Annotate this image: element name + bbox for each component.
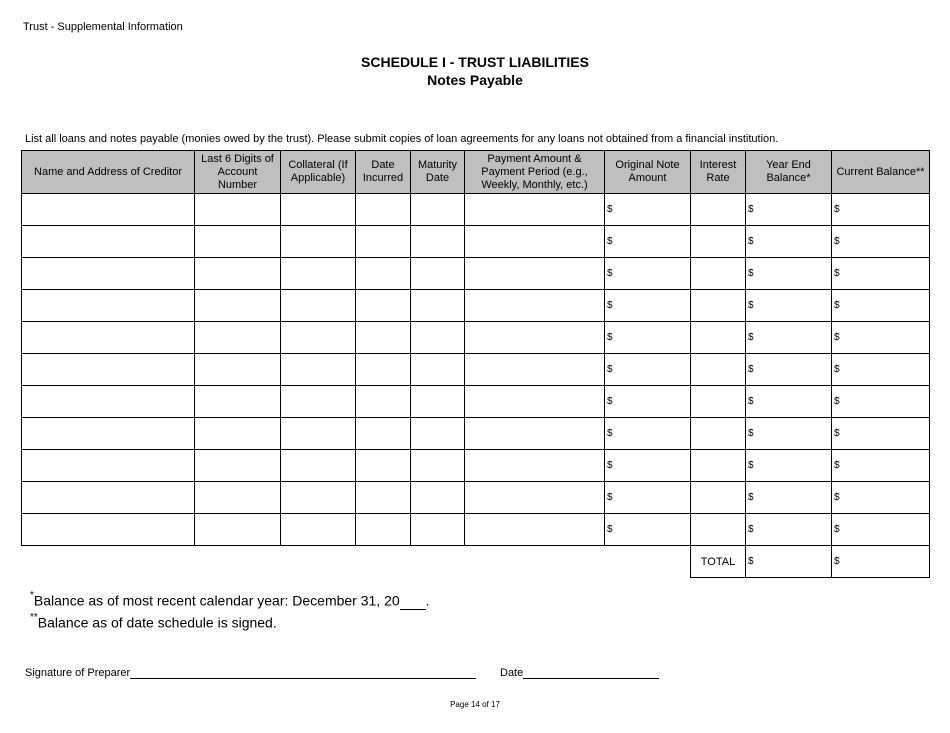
table-cell[interactable] xyxy=(281,386,356,418)
table-cell[interactable] xyxy=(22,450,195,482)
footnote-mark: ** xyxy=(30,612,38,623)
currency-symbol: $ xyxy=(607,396,613,407)
table-cell[interactable] xyxy=(832,354,930,386)
table-cell[interactable] xyxy=(356,514,411,546)
currency-symbol: $ xyxy=(748,428,754,439)
table-cell[interactable] xyxy=(281,194,356,226)
table-cell[interactable] xyxy=(691,194,746,226)
table-cell[interactable] xyxy=(746,194,832,226)
table-cell[interactable] xyxy=(465,194,605,226)
table-cell[interactable] xyxy=(411,450,465,482)
table-cell[interactable] xyxy=(832,418,930,450)
table-cell[interactable] xyxy=(22,514,195,546)
table-cell[interactable] xyxy=(195,226,281,258)
table-cell[interactable] xyxy=(691,450,746,482)
table-cell[interactable] xyxy=(281,450,356,482)
table-cell[interactable] xyxy=(746,386,832,418)
table-cell[interactable] xyxy=(356,386,411,418)
table-cell[interactable] xyxy=(195,258,281,290)
table-row xyxy=(22,450,930,482)
footnote-current xyxy=(30,614,277,631)
footnote-text: Balance as of date schedule is signed. xyxy=(37,614,277,631)
header-collateral: Collateral (If Applicable) xyxy=(281,151,356,194)
currency-symbol: $ xyxy=(834,524,840,535)
table-cell[interactable] xyxy=(605,514,691,546)
table-cell[interactable] xyxy=(605,194,691,226)
currency-symbol: $ xyxy=(607,524,613,535)
table-cell[interactable] xyxy=(465,450,605,482)
header-date-incurred: Date Incurred xyxy=(356,151,411,194)
currency-symbol: $ xyxy=(748,524,754,535)
table-cell[interactable] xyxy=(195,386,281,418)
header-original-note-amount: Original Note Amount xyxy=(605,151,691,194)
currency-symbol: $ xyxy=(834,492,840,503)
table-cell[interactable] xyxy=(465,354,605,386)
table-cell[interactable] xyxy=(605,418,691,450)
table-cell[interactable] xyxy=(605,450,691,482)
table-cell[interactable] xyxy=(605,482,691,514)
table-cell[interactable] xyxy=(746,482,832,514)
table-cell[interactable] xyxy=(22,290,195,322)
table-cell[interactable] xyxy=(356,290,411,322)
footnote-text: Balance as of most recent calendar year: December 31, 20 xyxy=(33,592,400,609)
table-cell[interactable] xyxy=(356,418,411,450)
date-block xyxy=(500,666,659,679)
currency-symbol: $ xyxy=(748,268,754,279)
header-interest-rate: Interest Rate xyxy=(691,151,746,194)
footnote-mark: * xyxy=(30,590,34,601)
header-payment-amount: Payment Amount & Payment Period (e.g., Weekly, Monthly, etc.) xyxy=(465,151,605,194)
table-cell[interactable] xyxy=(281,226,356,258)
table-row xyxy=(22,226,930,258)
table-cell[interactable] xyxy=(465,290,605,322)
table-cell[interactable] xyxy=(691,482,746,514)
table-cell[interactable] xyxy=(411,258,465,290)
currency-symbol: $ xyxy=(834,332,840,343)
table-cell[interactable] xyxy=(465,514,605,546)
header-creditor: Name and Address of Creditor xyxy=(22,151,195,194)
table-cell[interactable] xyxy=(411,354,465,386)
currency-symbol: $ xyxy=(607,300,613,311)
table-cell[interactable] xyxy=(22,322,195,354)
table-cell[interactable] xyxy=(411,290,465,322)
table-cell[interactable] xyxy=(465,386,605,418)
table-cell[interactable] xyxy=(356,450,411,482)
instructions: List all loans and notes payable (monies owed by the trust). Please submit copies of loan agreements for any loans not obtained from a financial institution. xyxy=(25,133,779,145)
currency-symbol: $ xyxy=(748,300,754,311)
table-cell[interactable] xyxy=(22,258,195,290)
currency-symbol: $ xyxy=(607,236,613,247)
table-cell[interactable] xyxy=(356,226,411,258)
table-cell[interactable] xyxy=(832,258,930,290)
table-row xyxy=(22,482,930,514)
currency-symbol: $ xyxy=(748,460,754,471)
currency-symbol: $ xyxy=(607,332,613,343)
currency-symbol: $ xyxy=(834,204,840,215)
total-row xyxy=(22,546,930,578)
table-cell[interactable] xyxy=(281,290,356,322)
header-current-balance: Current Balance** xyxy=(832,151,930,194)
table-cell[interactable] xyxy=(195,418,281,450)
currency-symbol: $ xyxy=(607,492,613,503)
signature-line[interactable] xyxy=(130,666,476,679)
table-cell[interactable] xyxy=(356,482,411,514)
table-cell[interactable] xyxy=(411,482,465,514)
table-cell[interactable] xyxy=(691,514,746,546)
table-cell[interactable] xyxy=(195,194,281,226)
table-cell[interactable] xyxy=(195,450,281,482)
signature-block xyxy=(25,666,476,679)
table-row xyxy=(22,386,930,418)
currency-symbol: $ xyxy=(748,492,754,503)
table-cell[interactable] xyxy=(746,226,832,258)
table-cell[interactable] xyxy=(605,354,691,386)
document-header: Trust - Supplemental Information xyxy=(23,21,183,33)
table-cell[interactable] xyxy=(605,290,691,322)
currency-symbol: $ xyxy=(607,204,613,215)
currency-symbol: $ xyxy=(834,300,840,311)
table-cell[interactable] xyxy=(691,322,746,354)
table-cell[interactable] xyxy=(832,386,930,418)
year-blank[interactable] xyxy=(400,593,426,610)
date-line[interactable] xyxy=(523,666,659,679)
currency-symbol: $ xyxy=(748,556,754,567)
table-cell[interactable] xyxy=(195,322,281,354)
table-cell[interactable] xyxy=(281,258,356,290)
table-cell[interactable] xyxy=(605,258,691,290)
currency-symbol: $ xyxy=(748,396,754,407)
currency-symbol: $ xyxy=(834,428,840,439)
table-cell[interactable] xyxy=(746,290,832,322)
currency-symbol: $ xyxy=(834,396,840,407)
currency-symbol: $ xyxy=(834,364,840,375)
table-cell[interactable] xyxy=(195,514,281,546)
table-cell[interactable] xyxy=(465,322,605,354)
page-number: Page 14 of 17 xyxy=(450,700,500,709)
table-cell[interactable] xyxy=(691,354,746,386)
currency-symbol: $ xyxy=(607,364,613,375)
table-cell[interactable] xyxy=(356,322,411,354)
currency-symbol: $ xyxy=(748,204,754,215)
table-cell[interactable] xyxy=(22,226,195,258)
table-cell[interactable] xyxy=(746,514,832,546)
table-cell[interactable] xyxy=(691,290,746,322)
table-cell[interactable] xyxy=(22,482,195,514)
table-cell[interactable] xyxy=(281,482,356,514)
table-cell[interactable] xyxy=(356,258,411,290)
table-cell[interactable] xyxy=(281,418,356,450)
table-cell[interactable] xyxy=(356,354,411,386)
total-year-end-balance[interactable] xyxy=(746,546,832,578)
currency-symbol: $ xyxy=(834,460,840,471)
header-year-end-balance: Year End Balance* xyxy=(746,151,832,194)
currency-symbol: $ xyxy=(748,236,754,247)
table-cell[interactable] xyxy=(411,226,465,258)
table-cell[interactable] xyxy=(832,482,930,514)
currency-symbol: $ xyxy=(834,236,840,247)
table-cell[interactable] xyxy=(411,418,465,450)
table-cell[interactable] xyxy=(281,322,356,354)
table-cell[interactable] xyxy=(465,418,605,450)
table-row xyxy=(22,322,930,354)
table-cell[interactable] xyxy=(746,322,832,354)
header-maturity-date: Maturity Date xyxy=(411,151,465,194)
table-cell[interactable] xyxy=(691,418,746,450)
table-cell[interactable] xyxy=(832,514,930,546)
table-row xyxy=(22,194,930,226)
table-cell[interactable] xyxy=(411,386,465,418)
table-cell[interactable] xyxy=(832,194,930,226)
table-cell[interactable] xyxy=(832,322,930,354)
table-cell[interactable] xyxy=(22,194,195,226)
table-cell[interactable] xyxy=(691,386,746,418)
currency-symbol: $ xyxy=(748,332,754,343)
table-cell[interactable] xyxy=(22,386,195,418)
table-cell[interactable] xyxy=(746,450,832,482)
table-row xyxy=(22,258,930,290)
table-cell[interactable] xyxy=(411,194,465,226)
table-cell[interactable] xyxy=(691,258,746,290)
currency-symbol: $ xyxy=(748,364,754,375)
currency-symbol: $ xyxy=(607,460,613,471)
table-cell[interactable] xyxy=(832,226,930,258)
table-cell[interactable] xyxy=(411,514,465,546)
table-cell[interactable] xyxy=(195,354,281,386)
table-cell[interactable] xyxy=(195,482,281,514)
table-cell[interactable] xyxy=(195,290,281,322)
page-title-block xyxy=(0,53,950,89)
signature-label: Signature of Preparer xyxy=(25,667,131,679)
table-cell[interactable] xyxy=(465,226,605,258)
notes-payable-table xyxy=(21,150,930,578)
table-cell[interactable] xyxy=(605,386,691,418)
table-row xyxy=(22,514,930,546)
table-cell[interactable] xyxy=(605,226,691,258)
header-account-number: Last 6 Digits of Account Number xyxy=(195,151,281,194)
table-cell[interactable] xyxy=(832,290,930,322)
table-cell[interactable] xyxy=(411,322,465,354)
table-cell[interactable] xyxy=(22,354,195,386)
currency-symbol: $ xyxy=(834,268,840,279)
footnote-year-end: *Balance as of most recent calendar year: December 31, 20 . xyxy=(30,590,430,609)
table-row xyxy=(22,418,930,450)
table-header-row xyxy=(22,151,930,194)
currency-symbol: $ xyxy=(607,268,613,279)
total-current-balance[interactable] xyxy=(832,546,930,578)
page-title: SCHEDULE I - TRUST LIABILITIES xyxy=(361,54,589,70)
currency-symbol: $ xyxy=(607,428,613,439)
table-cell[interactable] xyxy=(465,482,605,514)
table-cell[interactable] xyxy=(605,322,691,354)
table-row xyxy=(22,290,930,322)
table-cell[interactable] xyxy=(281,514,356,546)
table-cell[interactable] xyxy=(746,418,832,450)
table-cell[interactable] xyxy=(465,258,605,290)
table-cell[interactable] xyxy=(746,354,832,386)
table-cell[interactable] xyxy=(22,418,195,450)
table-cell[interactable] xyxy=(281,354,356,386)
table-cell[interactable] xyxy=(832,450,930,482)
table-cell[interactable] xyxy=(746,258,832,290)
table-cell[interactable] xyxy=(356,194,411,226)
currency-symbol: $ xyxy=(834,556,840,567)
date-label: Date xyxy=(500,667,524,679)
total-label: TOTAL xyxy=(691,546,746,578)
table-row xyxy=(22,354,930,386)
table-cell[interactable] xyxy=(691,226,746,258)
page-subtitle: Notes Payable xyxy=(427,72,523,88)
